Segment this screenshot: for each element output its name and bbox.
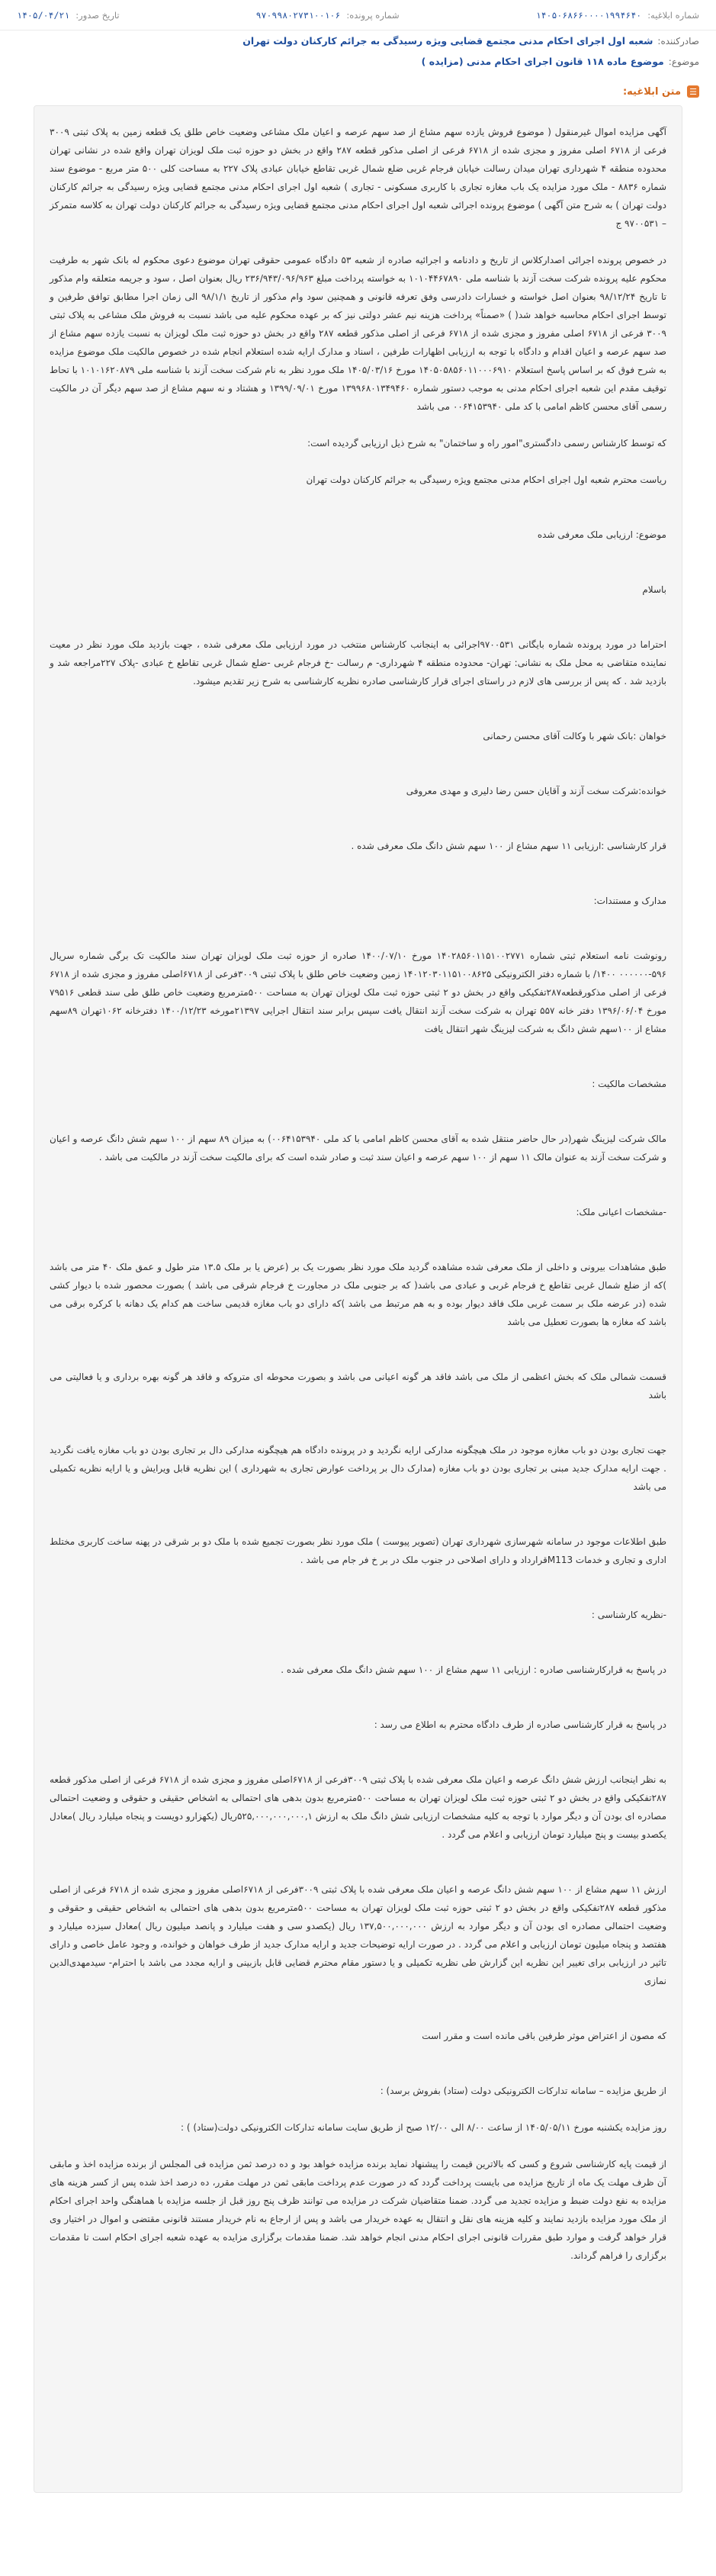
notice-text-title: متن ابلاغیه: <box>622 85 681 98</box>
ownership-paragraph: مالک شرکت لیزینگ شهر(در حال حاضر منتقل شده به آقای محسن کاظم امامی با کد ملی ۰۰۶۴۱۵۳۹۴۰) به میزان ۸۹ سهم از ۱۰۰ سهم شش دانگ عرصه و اعیان و شرکت سخت آزند به عنوان مالک ۱۱ سهم از ۱۰۰ سهم عرصه و اعیان سند ثبت و صادر شده است که برای مالکیت سخت آزند در مالکیت می باشد . <box>47 1134 666 1163</box>
full-valuation-paragraph: به نظر اینجانب ارزش شش دانگ عرصه و اعیان ملک معرفی شده با پلاک ثبتی ۳۰۰۹فرعی از ۶۷۱۸اصلی مفروز و مجزی شده از ۶۷۱۸ فرعی از اصلی مذکور قطعه ۲۸۷تفکیکی واقع در بخش دو ۲ ثبتی حوزه ثبت ملک لویزان تهران به مساحت ۵۰۰مترمربع بدون بدهی های احتمالی به اشخاص حقیقی و حقوقی و وضعیت احتمالی مصادره ای بودن آن و دیگر موارد با توجه به کلیه مشخصات ارزیابی شش دانگ ملک به ارزش ۵۲۵,۰۰۰,۰۰۰,۰۰۰,۱ریال (یکهزارو دویست و پنجاه میلیارد ریال )معادل یکصدو بیست و پنج میلیارد تومان ارزیابی و اعلام می گردد . <box>47 1774 666 1840</box>
issuer-line <box>0 31 716 51</box>
municipality-paragraph: طبق اطلاعات موجود در سامانه شهرسازی شهرداری تهران (تصویر پیوست ) ملک مورد نظر بصورت تجمیع شده با ملک دو بر شرقی در پهنه ساخت کاربری مختلط اداری و تجاری و خدمات M113قرارداد و دارای اصلاحی در جنوب ملک در بر خ فر جام می باشد . <box>47 1536 666 1565</box>
case-number-value: ۹۷۰۹۹۸۰۲۷۳۱۰۰۱۰۶ <box>255 9 341 21</box>
issuer-value: شعبه اول اجرای احکام مدنی مجتمع قضایی ویژه رسیدگی به جرائم کارکنان دولت تهران <box>242 35 653 47</box>
ownership-heading: مشخصات مالکیت : <box>592 1079 666 1089</box>
auction-terms-paragraph: از قیمت پایه کارشناسی شروع و کسی که بالاترین قیمت را پیشنهاد نماید برنده مزایده خواهد بود و ده درصد ثمن مزایده فی المجلس از برنده مزایده اخذ و مابقی آن ظرف مهلت یک ماه از تاریخ مزایده می بایست پرداخت گردد که در صورت عدم پرداخت مابقی ثمن در مهلت مقرر، ده درصد اخذ شده پس از کسر هزینه های مزایده به نفع دولت ضبط و مزایده تجدید می گردد. ضمنا متقاضیان شرکت در مزایده می توانند ظرف پنج روز قبل از جلسه مزایده با هماهنگی واحد اجرای احکام از ملک مورد مزایده بازدید نمایند و کلیه هزینه های نقل و انتقال به عهده خریدار می باشد و پس از ارجاع به نام خریدار مستند قانونی مقتضی و اموال در اختیار وی قرار خواهد گرفت و موارد طبق مقررات قانونی اجرای احکام مدنی انجام خواهد شد. ضمنا مقدمات برگزاری مزایده به عهده شعبه اجرای احکام است تا مقدمات برگزاری را فراهم گرداند. <box>47 2159 666 2261</box>
issue-date-item <box>17 10 120 21</box>
notice-body <box>34 105 682 2493</box>
notice-meta-row <box>0 0 716 31</box>
opinion-heading: -نظریه کارشناسی : <box>591 1610 666 1620</box>
intro-paragraph: آگهی مزایده اموال غیرمنقول ( موضوع فروش یازده سهم مشاع از صد سهم عرصه و اعیان ملک مشاعی وضعیت خاص طلق یک قطعه زمین به پلاک ثبتی ۳۰۰۹ فرعی از ۶۷۱۸ اصلی مفروز و مجزی شده از ۶۷۱۸ فرعی از اصلی مذکور قطعه ۲۸۷ واقع در بخش دو حوزه ثبت ملک لویزان تهران واقع شده در نشانی تهران محدوده منطقه ۴ شهرداری تهران میدان رسالت خیابان فرجام غربی ضلع شمال غربی تقاطع خیابان عبادی پلاک ۲۲۷ به مساحت کلی ۵۰۰ متر مربع - موضوع سند شماره ۸۸۳۶ - ملک مورد مزایده یک باب مغازه تجاری با کاربری مسکونی - تجاری ) شعبه اول اجرای احکام مدنی مجتمع قضایی ویژه رسیدگی به جرائم کارکنان دولت تهران ) به شرح متن آگهی ) موضوع پرونده اجرائی شعبه اول اجرای احکام مدنی مجتمع قضایی ویژه رسیدگی به جرائم کارکنان دولت تهران به کلاسه متمرکز – ۹۷۰۰۵۳۱ ج <box>47 127 667 229</box>
subject-paragraph: موضوع: ارزیابی ملک معرفی شده <box>537 529 666 540</box>
auction-date-line: روز مزایده یکشنبه مورخ ۱۴۰۵/۰۵/۱۱ از ساعت ۸/۰۰ الی ۱۲/۰۰ صبح از طریق سایت سامانه تدارکات الکترونیکی دولت(ستاد) ) : <box>181 2122 666 2133</box>
case-details-paragraph: در خصوص پرونده اجرائی اصدارکلاس از تاریخ و دادنامه و اجرائیه صادره از شعبه ۵۳ دادگاه عمومی حقوقی تهران موضوع دعوی محکوم له بانک شهر به طرفیت محکوم علیه پرونده شرکت سخت آزند با شناسه ملی ۱۰۱۰۴۴۶۷۸۹۰ به خواسته پرداخت مبلغ ۲۳۶/۹۴۳/۰۹۶/۹۶۳ ریال بعنوان اصل ، سود و جریمه متعلقه وام مذکور تا تاریخ ۹۸/۱۲/۲۴ بعنوان اصل خواسته و خسارات دادرسی وفق تعرفه قانونی و همچنین سود وام مذکور از تاریخ ۹۸/۱/۱ الی زمان اجرا مطابق توافق طرفین و توسط اجرای احکام محاسبه خواهد شد( ) «صمناً» پرداخت هزینه نیم عشر دولتی نیز که بر عهده محکوم علیه می باشد نسبت به فروش ملک مشاعی به پلاک ثبتی ۳۰۰۹ فرعی از ۶۷۱۸ اصلی مفروز و مجزی شده از ۶۷۱۸ فرعی از اصلی مذکور قطعه ۲۸۷ واقع در بخش دو حوزه ثبت ملک لویزان به نسبت یازده سهم مشاع از صد سهم عرصه و اعیان اقدام و دادگاه با توجه به ارزیابی اظهارات طرفین ، اسناد و مدارک ارایه شده استعلام انجام شده در خصوص مالکیت ملک موضوع مزایده به شرح فوق که بر اساس پاسخ استعلام ۱۴۰۵۰۵۸۵۶۰۱۱۰۰۰۶۹۱۰ مورخ ۱۴۰۵/۰۳/۱۶ ملک مورد نظر به نام شرکت سخت آزند با شناسه ملی ۱۰۱۰۱۶۲۰۸۷۹ با تحاط توقیف مقدم این شعبه اجرای احکام مدنی به موجب دستور شماره ۱۳۹۹۶۸۰۱۳۴۹۴۶۰ مورخ ۱۳۹۹/۰۹/۰۱ و هشتاد و نه سهم مشاع از صد سهم دیگر آن در مالکیت رسمی آقای محسن کاظم امامی با کد ملی ۰۰۶۴۱۵۳۹۴۰ می باشد <box>47 255 667 412</box>
plaintiff-line: خواهان :بانک شهر با وکالت آقای محسن رحمانی <box>483 731 666 741</box>
notice-number-value: ۱۴۰۵۰۶۸۶۶۰۰۰۰۱۹۹۴۶۴۰ <box>535 9 642 21</box>
issue-date-value: ۱۴۰۵/۰۴/۲۱ <box>17 9 70 21</box>
document-icon: ☰ <box>687 85 699 98</box>
case-number-item <box>256 10 400 21</box>
notice-number-label: شماره ابلاغیه: <box>647 9 699 21</box>
commercial-docs-paragraph: جهت تجاری بودن دو باب مغازه موجود در ملک هیچگونه مدارکی ارایه نگردید و در پرونده دادگاه هم هیچگونه مدارکی دال بر تجاری بودن دو باب مغازه یافت نگردید . جهت ارایه مدارک جدید مبنی بر تجاری بودن دو باب مغازه (مدارک دال بر پرداخت عوارض تجاری به شهرداری ) این نظریه قابل ویرایش و یا ارایه نظریه تکمیلی می باشد <box>47 1445 666 1492</box>
issue-date-label: تاریخ صدور: <box>75 9 120 21</box>
subject-label: موضوع: <box>668 56 699 67</box>
addressee-line: ریاست محترم شعبه اول اجرای احکام مدنی مجتمع ویژه رسیدگی به جرائم کارکنان دولت تهران <box>306 474 666 485</box>
visit-paragraph: احتراما در مورد پرونده شماره بایگانی ۹۷۰۰۵۳۱اجرائی به اینجانب کارشناس منتخب در مورد ارزیابی ملک معرفی شده ، جهت بازدید ملک مورد نظر در معیت نماینده متقاضی به محل ملک به نشانی: تهران- محدوده منطقه ۴ شهرداری- م رسالت -خ فرجام غربی -ضلع شمال غربی تقاطع خ عبادی -پلاک ۲۲۷مراجعه شد و بازدید شد . که پس از بررسی های لازم در راستای اجرای قرار کارشناسی صادره نظریه کارشناسی به شرح زیر تقدیم میشود. <box>47 639 667 687</box>
greeting: باسلام <box>642 584 666 595</box>
expert-intro: که توسط کارشناس رسمی دادگستری"امور راه و ساختمان" به شرح ذیل ارزیابی گردیده است: <box>307 438 666 449</box>
subject-value: موضوع ماده ۱۱۸ قانون اجرای احکام مدنی (مزایده ) <box>421 56 664 67</box>
opinion-intro: در پاسخ به قرار کارشناسی صادره از طرف دادگاه محترم به اطلاع می رسد : <box>374 1719 666 1730</box>
share-valuation-paragraph: ارزش ۱۱ سهم مشاع از ۱۰۰ سهم شش دانگ عرصه و اعیان ملک معرفی شده با پلاک ثبتی ۳۰۰۹فرعی از ۶۷۱۸اصلی مفروز و مجزی شده از ۶۷۱۸ فرعی از اصلی مذکور قطعه ۲۸۷تفکیکی واقع در بخش دو ۲ ثبتی حوزه ثبت ملک لویزان تهران به مساحت ۵۰۰مترمربع بدون بدهی های احتمالی به اشخاص حقیقی و حقوقی و وضعیت احتمالی مصادره ای بودن آن و دیگر موارد به ارزش ۱۳۷,۵۰۰,۰۰۰,۰۰۰ ریال (یکصدو سی و هفت میلیارد و پانصد میلیون ریال )معادل سیزده میلیارد و هفتصد و پنجاه میلیون تومان ارزیابی و اعلام می گردد . در صورت ارایه توضیحات جدید و ارایه مدارک جدید از طرف خواهان و خوانده، و وجود عامل خاصی و دارای تاثیر در ارزیابی برای تغییر این نظریه این گزارش طی نظریه تکمیلی و یا دستور مقام محترم قضایی قابل بازبینی و ارایه مجدد می باشد با احترام- سیدمهدی‌الدین نمازی <box>47 1884 667 1986</box>
expert-order-line: قرار کارشناسی :ارزیابی ۱۱ سهم مشاع از ۱۰۰ سهم شش دانگ ملک معرفی شده . <box>351 841 666 851</box>
documents-paragraph: رونوشت نامه استعلام ثبتی شماره ۱۴۰۲۸۵۶۰۱۱۵۱۰۰۲۷۷۱ مورخ ۱۴۰۰/۰۷/۱۰ صادره از حوزه ثبت ملک لویزان تهران سند مالکیت تک برگی شماره سریال ۵۹۶-۰۰۰۰۰۰ ۱۴۰۰/ با شماره دفتر الکترونیکی ۱۴۰۱۲۰۳۰۱۱۵۱۰۰۸۶۲۵ زمین وضعیت خاص طلق با پلاک ثبتی ۳۰۰۹فرعی از ۶۷۱۸اصلی مفروز و مجزی شده از ۶۷۱۸ فرعی از اصلی مذکورقطعه۲۸۷تفکیکی واقع در بخش دو ۲ ثبتی حوزه ثبت ملک لویزان تهران به مساحت ۵۰۰مترمربع وضعیت خاص طلق طی سند قطعی ۷۹۵۱۶ مورخ ۱۳۹۶/۰۶/۰۴ دفتر خانه ۵۵۷ تهران به شرکت سخت آزند انتقال یافت سپس برابر سند انتقال اجرایی ۲۱۳۹۷مورخه ۱۴۰۰/۱۲/۲۳ دفترخانه ۱۰۶۲تهران ۸۹سهم مشاع از ۱۰۰سهم شش دانگ به شرکت لیزینگ شهر انتقال یافت <box>47 950 667 1034</box>
notice-text-header <box>0 72 716 105</box>
auction-method-line: از طریق مزایده – سامانه تدارکات الکترونیکی دولت (ستاد) بفروش برسد) : <box>380 2086 666 2096</box>
building-paragraph: طبق مشاهدات بیرونی و داخلی از ملک معرفی شده مشاهده گردید ملک مورد نظر بصورت یک بر (عرض یا بر ملک ۱۳.۵ متر طول و عمق ملک ۴۰ متر می باشد )که از ضلع شمال غربی تقاطع خ فرجام غربی و عبادی می باشد( که بر جنوبی ملک در مجاورت خ فرجام شرقی می باشد ) بصورت محصور شده با دیوار کشی شده (در عرضه ملک بر سمت غربی ملک فاقد دیوار بوده و به هم مرتبط می باشد )که دارای دو باب مغازه قدیمی ساخت هم کدام یک دهانه با کرکره برقی می باشد که مغازه ها بصورت تعطیل می باشد <box>47 1262 666 1327</box>
no-objection-line: که مصون از اعتراض موثر طرفین باقی مانده است و مقرر است <box>422 2031 666 2041</box>
notice-number-item <box>536 10 699 21</box>
documents-heading: مدارک و مستندات: <box>593 896 666 906</box>
issuer-label: صادرکننده: <box>657 36 699 47</box>
north-part-paragraph: قسمت شمالی ملک که بخش اعظمی از ملک می باشد فاقد هر گونه اعیانی می باشد و بصورت محوطه ای متروکه و فاقد هر گونه بهره برداری و یا فعالیتی می باشد <box>47 1372 666 1401</box>
building-heading: -مشخصات اعیانی ملک: <box>576 1207 666 1217</box>
case-number-label: شماره پرونده: <box>346 9 400 21</box>
opinion-answer: در پاسخ به قرارکارشناسی صادره : ارزیابی ۱۱ سهم مشاع از ۱۰۰ سهم شش دانگ ملک معرفی شده . <box>281 1664 666 1675</box>
subject-line <box>0 51 716 72</box>
defendant-line: خوانده:شرکت سخت آزند و آقایان حسن رضا دلیری و مهدی معروفی <box>406 786 666 796</box>
